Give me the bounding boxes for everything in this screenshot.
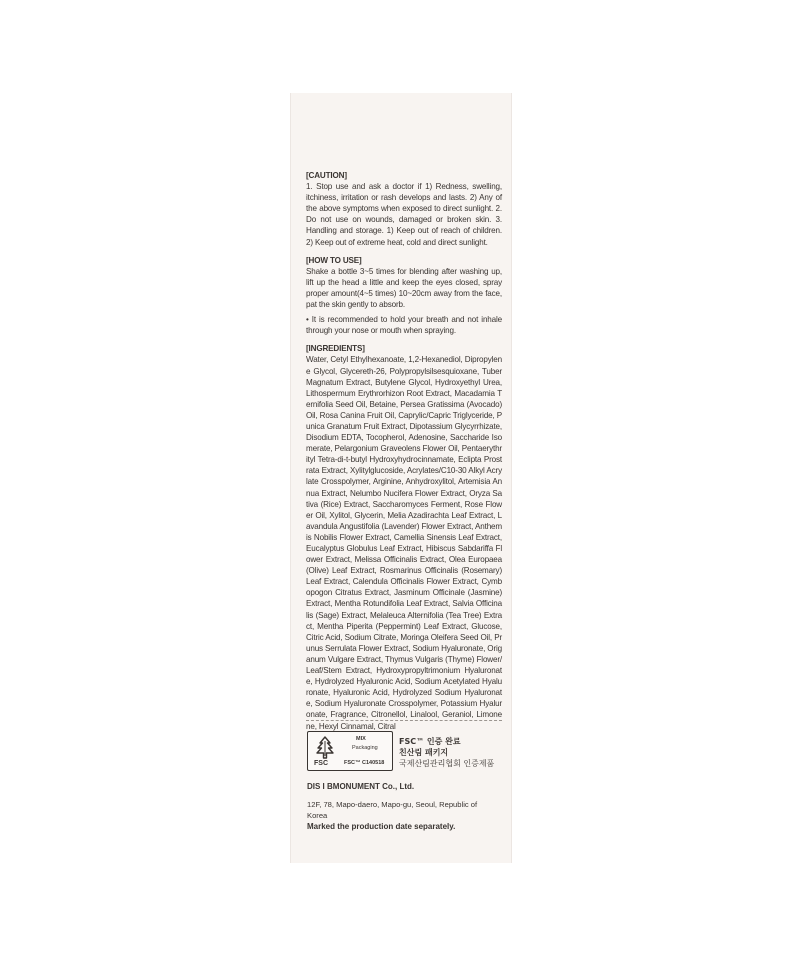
ingredients-heading: [INGREDIENTS] <box>306 344 365 354</box>
fsc-mix-label: MIX <box>356 736 366 742</box>
fsc-korean-line3: 국제산림관리협회 인증제품 <box>399 759 495 768</box>
how-to-use-text: Shake a bottle 3~5 times for blending after washing up, lift up the head a little and keep the eyes closed, spray proper amount(4~5 times) 10~20cm away from the face, pat the skin gently to absorb. <box>306 266 502 310</box>
fsc-logo-word: FSC <box>314 760 328 767</box>
company-address: 12F, 78, Mapo-daero, Mapo-gu, Seoul, Republic of Korea <box>307 800 478 820</box>
label-text-block <box>306 170 502 732</box>
dashed-divider <box>306 720 502 721</box>
production-date-note: Marked the production date separately. <box>307 822 456 831</box>
caution-text: 1. Stop use and ask a doctor if 1) Redness, swelling, itchiness, irritation or rash develops and lasts. 2) Any of the above symptoms when exposed to direct sunlight. 2. Do not use on wounds, damaged or broken skin. 3. Handling and storage. 1) Keep out of reach of children. 2) Keep out of extreme heat, cold and direct sunlight. <box>306 182 502 247</box>
caution-heading: [CAUTION] <box>306 171 347 180</box>
fsc-korean-text <box>399 736 494 769</box>
how-to-use-note: • It is recommended to hold your breath and not inhale through your nose or mouth when spraying. <box>306 315 502 336</box>
fsc-tree-icon <box>312 735 338 761</box>
fsc-certification-badge <box>307 731 393 771</box>
fsc-korean-line2: 친산림 패키지 <box>399 748 449 757</box>
fsc-packaging-label: Packaging <box>352 745 378 751</box>
company-name: DIS I BMONUMENT Co., Ltd. <box>307 782 415 791</box>
ingredients-text: Water, Cetyl Ethylhexanoate, 1,2-Hexanediol, Dipropylene Glycol, Glycereth-26, Polypropylsilsesquioxane, Tuber Magnatum Extract, Butylene Glycol, Hydroxyethyl Urea, Lithospermum Erythrorhizon Root Extract, Macadamia Ternifolia Seed Oil, Betaine, Persea Gratissima (Avocado) Oil, Rosa Canina Fruit Oil, Caprylic/Capric Triglyceride, Punica Granatum Fruit Extract, Dipotassium Glycyrrhizate, Disodium EDTA, Tocopherol, Adenosine, Saccharide Isomerate, Pelargonium Graveolens Flower Oil, Pentaerythrityl Tetra-di-t-butyl Hydroxyhydrocinnamate, Eclipta Prostrata Extract, Xylitylglucoside, Acrylates/C10-30 Alkyl Acrylate Crosspolymer, Arginine, Anhydroxylitol, Artemisia Annua Extract, Nelumbo Nucifera Flower Extract, Oryza Sativa (Rice) Extract, Saccharomyces Ferment, Rose Flower Oil, Xylitol, Glycerin, Melia Azadirachta Leaf Extract, Lavandula Angustifolia (Lavender) Flower Extract, Anthemis Nobilis Flower Extract, Camellia Sinensis Leaf Extract, Eucalyptus Globulus Leaf Extract, Hibiscus Sabdariffa Flower Extract, Melissa Officinalis Extract, Olea Europaea (Olive) Leaf Extract, Rosmarinus Officinalis (Rosemary) Leaf Extract, Calendula Officinalis Flower Extract, Cymbopogon Citratus Extract, Jasminum Officinale (Jasmine) Extract, Mentha Rotundifolia Leaf Extract, Salvia Officinalis (Sage) Extract, Melaleuca Alternifolia (Tea Tree) Extract, Mentha Piperita (Peppermint) Leaf Extract, Glucose, Citric Acid, Sodium Citrate, Moringa Oleifera Seed Oil, Prunus Serrulata Flower Extract, Sodium Hyaluronate, Origanum Vulgare Extract, Thymus Vulgaris (Thyme) Flower/Leaf/Stem Extract, Hydroxypropyltrimonium Hyaluronate, Hydrolyzed Hyaluronic Acid, Sodium Acetylated Hyaluronate, Hyaluronic Acid, Hydrolyzed Sodium Hyaluronate, Sodium Hyaluronate Crosspolymer, Potassium Hyaluronate, Fragrance, Citronellol, Linalool, Geraniol, Limonene, Hexyl Cinnamal, Citral <box>306 355 502 731</box>
how-to-use-heading: [HOW TO USE] <box>306 255 362 265</box>
fsc-license-code: FSC™ C140518 <box>344 760 385 766</box>
fsc-korean-line1: FSC™ 인증 완료 <box>399 737 461 746</box>
